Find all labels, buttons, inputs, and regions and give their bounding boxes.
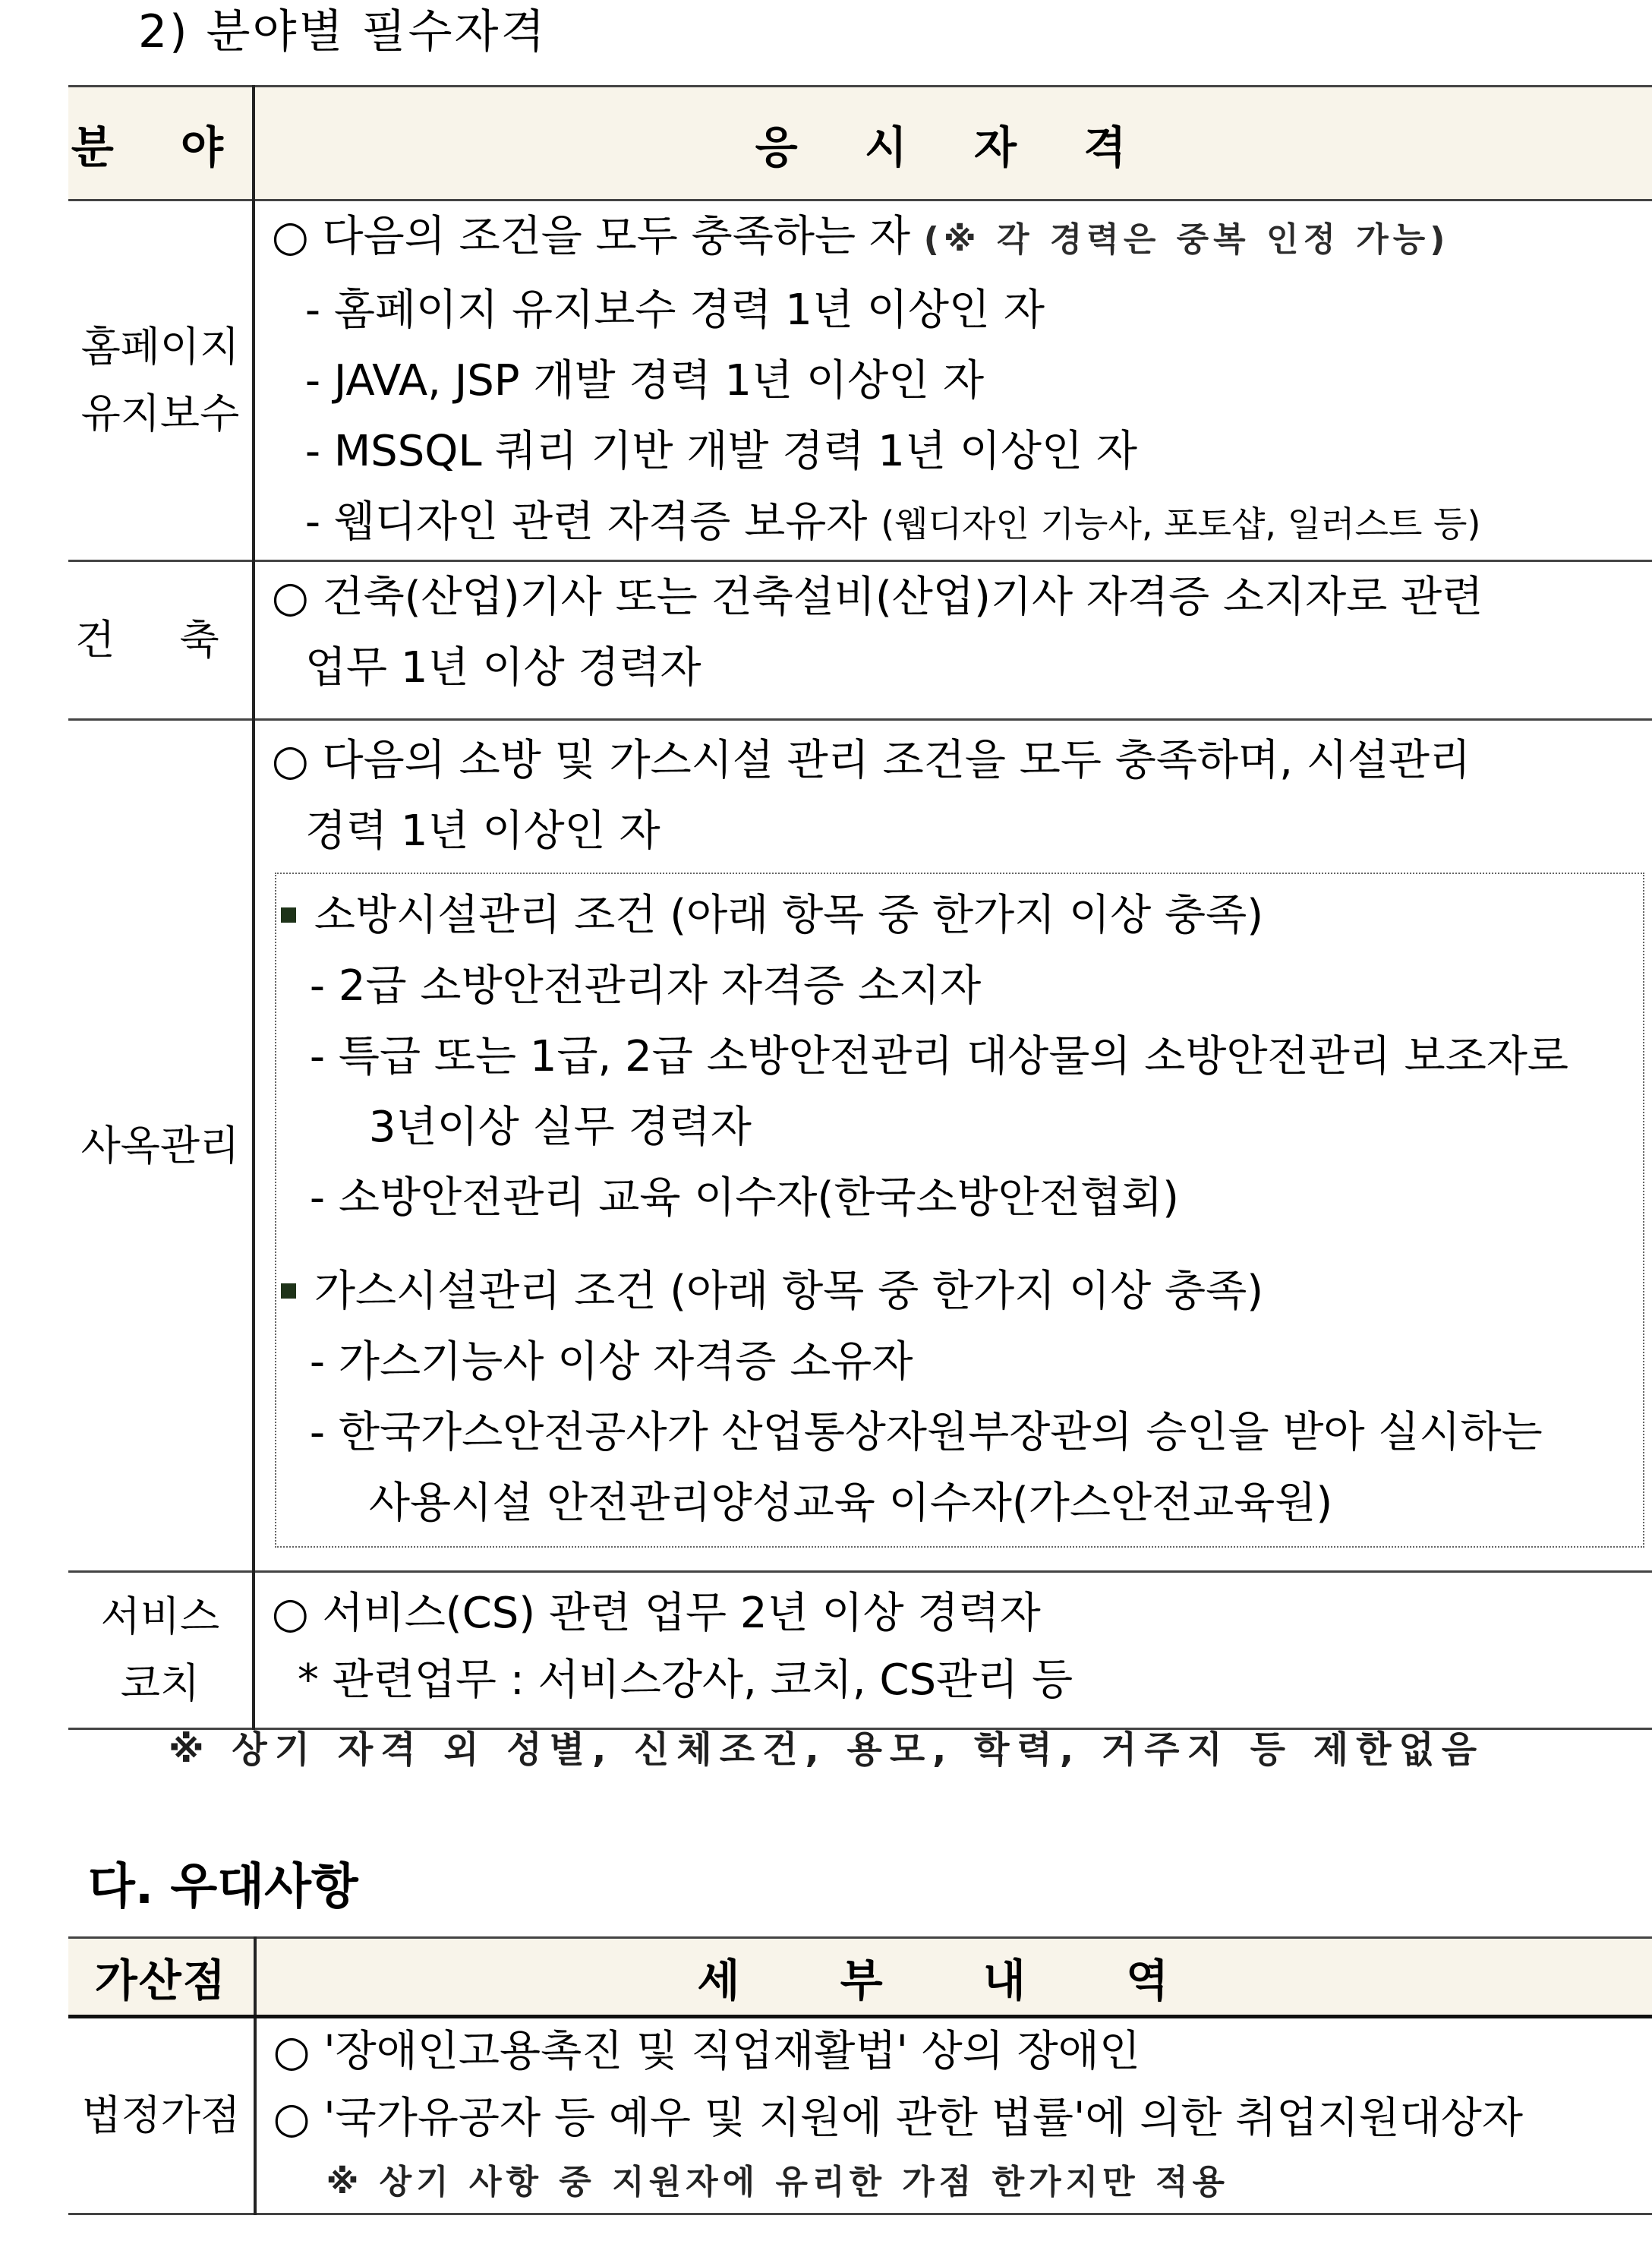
- section-subheading: 2) 분야별 필수자격: [138, 5, 547, 58]
- table-row-architecture: [68, 561, 1652, 720]
- legal-bonus-detail: ○ '장애인고용촉진 및 직업재활법' 상의 장애인 ○ '국가유공자 등 예우 및 지원에 관한 법률'에 의한 취업지원대상자 ※ 상기 사항 중 지원자에 유리한 가점 한가지만 적용: [255, 2017, 1652, 2214]
- field-facility: 사옥관리: [68, 720, 254, 1572]
- list-item: - 2급 소방안전관리자 자격증 소지자: [309, 961, 982, 1011]
- field-homepage: 홈페이지 유지보수: [68, 200, 254, 561]
- list-item: - 특급 또는 1급, 2급 소방안전관리 대상물의 소방안전관리 보조자로: [309, 1032, 1569, 1081]
- table-row-homepage: [68, 200, 1652, 561]
- table-row-facility: [68, 720, 1652, 1572]
- list-item: - JAVA, JSP 개발 경력 1년 이상인 자: [304, 356, 985, 406]
- preference-heading: 다. 우대사항: [88, 1859, 358, 1915]
- preference-table: [68, 1936, 1652, 2215]
- field-service: 서비스 코치: [68, 1572, 254, 1729]
- header-bonus: 가산점: [68, 1938, 255, 2017]
- qualification-architecture: ○ 건축(산업)기사 또는 건축설비(산업)기사 자격증 소지자로 관련 업무 1년 이상 경력자: [254, 561, 1652, 720]
- fire-condition-title: 소방시설관리 조건 (아래 항목 중 한가지 이상 충족): [276, 880, 1643, 951]
- homepage-main-line: ○ 다음의 조건을 모두 충족하는 자 (※ 각 경력은 중복 인정 가능): [271, 212, 1450, 261]
- table-header-row: [68, 1938, 1652, 2017]
- list-item-continued: 사용시설 안전관리양성교육 이수자(가스안전교육원): [368, 1479, 1333, 1528]
- restriction-footnote: ※ 상기 자격 외 성별, 신체조건, 용모, 학력, 거주지 등 제한없음: [169, 1728, 1485, 1771]
- bonus-note: ※ 상기 사항 중 지원자에 유리한 가점 한가지만 적용: [326, 2163, 1229, 2201]
- qualifications-table: [68, 85, 1652, 1730]
- table-header-row: [68, 87, 1652, 200]
- list-item: - 소방안전관리 교육 이수자(한국소방안전협회): [309, 1173, 1179, 1223]
- square-bullet-icon: [281, 1283, 296, 1299]
- table-row-legal-bonus: [68, 2017, 1652, 2214]
- field-legal-bonus: 법정가점: [68, 2017, 255, 2214]
- list-item: - 한국가스안전공사가 산업통상자원부장관의 승인을 받아 실시하는: [309, 1408, 1543, 1457]
- qualification-service: ○ 서비스(CS) 관련 업무 2년 이상 경력자 * 관련업무 : 서비스강사, 코치, CS관리 등: [254, 1572, 1652, 1729]
- list-item: - 홈페이지 유지보수 경력 1년 이상인 자: [304, 286, 1045, 335]
- list-item: - 가스기능사 이상 자격증 소유자: [309, 1337, 913, 1387]
- qualification-facility: ○ 다음의 소방 및 가스시설 관리 조건을 모두 충족하며, 시설관리 경력 1년 이상인 자 소방시설관리 조건 (아래 항목 중 한가지 이상 충족) - 2급 소방안전관리자 자격증 소지자 - 특급 또는 1급, 2급 소방안전관리 대상물의 소방안전관리 보조자로 3년이상 실무 경력자 - 소방안전관리 교육 이수자(한국소방안전협회) 가스시설관리 조건 (아래 항목 중 한가지 이상 충족) - 가스기능사 이상 자격증 소유자 - 한국가스안전공사가 산업통상자원부장관의 승인을 받아 실시하는 사용시설 안전관리양성교육 이수자(가스안전교육원): [254, 720, 1652, 1572]
- list-item: - MSSQL 쿼리 기반 개발 경력 1년 이상인 자: [304, 427, 1138, 476]
- list-item-continued: 3년이상 실무 경력자: [368, 1103, 752, 1152]
- conditions-box: [275, 873, 1644, 1548]
- header-qualification: 응 시 자 격: [254, 87, 1652, 200]
- table-row-service: [68, 1572, 1652, 1729]
- overlap-note: (※ 각 경력은 중복 인정 가능): [923, 220, 1450, 259]
- square-bullet-icon: [281, 907, 296, 923]
- list-item: - 웹디자인 관련 자격증 보유자 (웹디자인 기능사, 포토샵, 일러스트 등): [304, 497, 1481, 547]
- field-architecture: 건 축: [68, 561, 254, 720]
- qualification-homepage: [254, 200, 1652, 561]
- header-detail: 세 부 내 역: [255, 1938, 1652, 2017]
- header-field: 분 야: [68, 87, 254, 200]
- gas-condition-title: 가스시설관리 조건 (아래 항목 중 한가지 이상 충족): [276, 1256, 1643, 1327]
